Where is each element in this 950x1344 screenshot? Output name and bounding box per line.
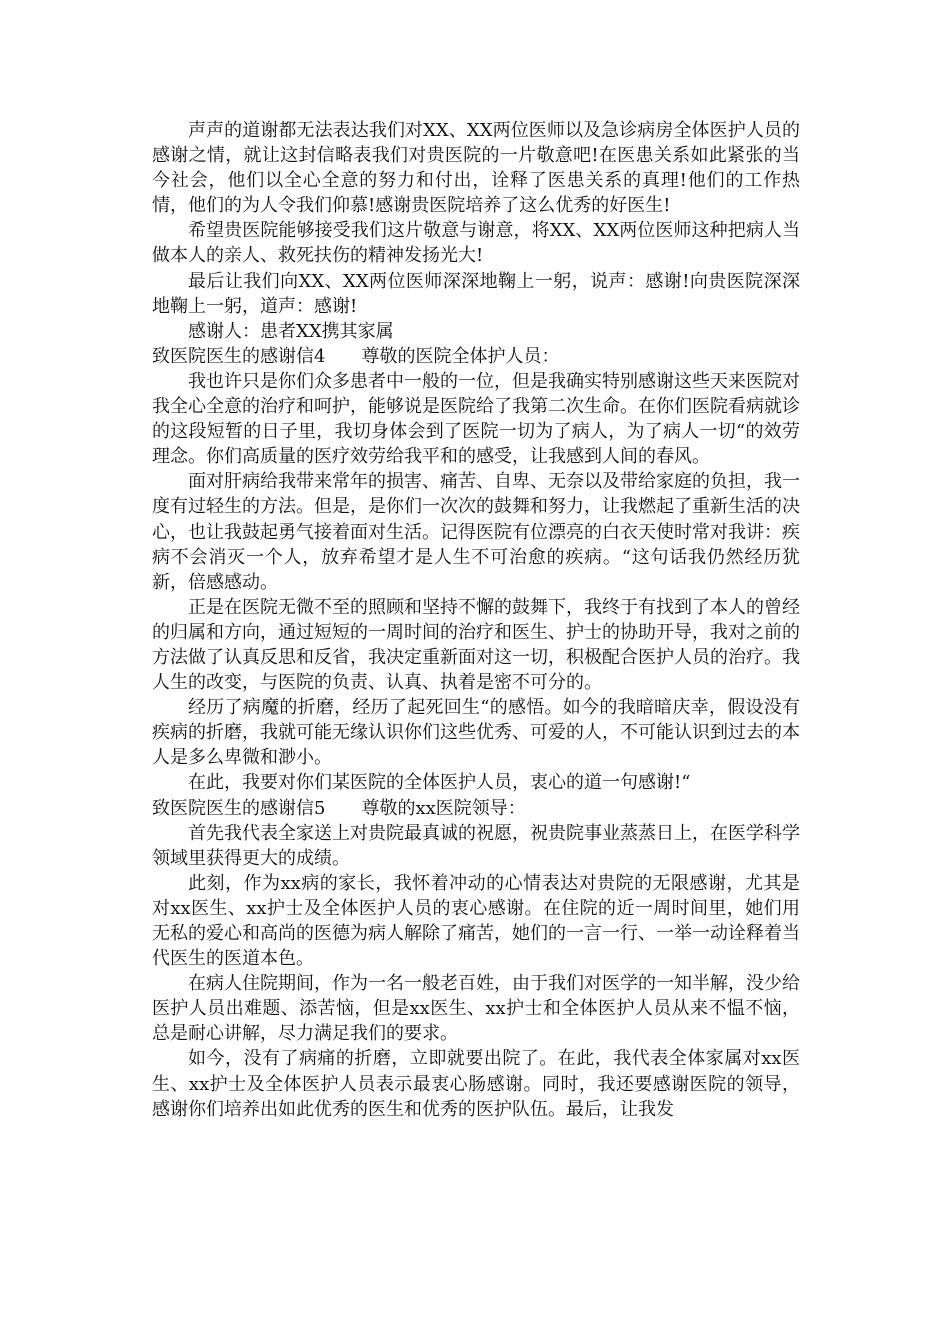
paragraph: 在此，我要对你们某医院的全体医护人员，衷心的道一句感谢!“ (188, 772, 691, 794)
paragraph: 希望贵医院能够接受我们这片敬意与谢意，将XX、XX两位医师这种把病人当做本人的亲人、救死扶伤的精神发扬光大! (152, 220, 800, 267)
paragraph: 此刻，作为xx病的家长，我怀着冲动的心情表达对贵院的无限感谢，尤其是对xx医生、xx护士及全体医护人员的衷心感谢。在住院的近一周时间里，她们用无私的爱心和高尚的医德为病人解除了痛苦，她们的一言一行、一举一动诠释着当代医生的医道本色。 (152, 872, 800, 970)
letter-salutation: 尊敬的xx医院领导： (361, 797, 526, 819)
paragraph: 正是在医院无微不至的照顾和坚持不懈的鼓舞下，我终于有找到了本人的曾经的归属和方向，通过短短的一周时间的治疗和医生、护士的协助开导，我对之前的方法做了认真反思和反省，我决定重新面对这一切，积极配合医护人员的治疗。我人生的改变，与医院的负责、认真、执着是密不可分的。 (152, 596, 800, 694)
paragraph: 如今，没有了病痛的折磨，立即就要出院了。在此，我代表全体家属对xx医生、xx护士及全体医护人员表示最衷心肠感谢。同时，我还要感谢医院的领导，感谢你们培养出如此优秀的医生和优秀的医护队伍。最后，让我发 (152, 1048, 800, 1120)
paragraph: 声声的道谢都无法表达我们对XX、XX两位医师以及急诊病房全体医护人员的感谢之情，就让这封信略表我们对贵医院的一片敬意吧!在医患关系如此紧张的当今社会，他们以全心全意的努力和付出，诠释了医患关系的真理!他们的工作热情，他们的为人令我们仰慕!感谢贵医院培养了这么优秀的好医生! (152, 120, 800, 217)
paragraph: 面对肝病给我带来常年的损害、痛苦、自卑、无奈以及带给家庭的负担，我一度有过轻生的方法。但是，是你们一次次的鼓舞和努力，让我燃起了重新生活的决心，也让我鼓起勇气接着面对生活。记得医院有位漂亮的白衣天使时常对我讲：疾病不会消灭一个人，放弃希望才是人生不可治愈的疾病。“这句话我仍然经历犹新，倍感感动。 (152, 471, 800, 593)
paragraph: 经历了病魔的折磨，经历了起死回生“的感悟。如今的我暗暗庆幸，假设没有疾病的折磨，我就可能无缘认识你们这些优秀、可爱的人，不可能认识到过去的本人是多么卑微和渺小。 (152, 697, 800, 769)
paragraph: 首先我代表全家送上对贵院最真诚的祝愿，祝贵院事业蒸蒸日上，在医学科学领域里获得更大的成绩。 (152, 822, 800, 869)
paragraph: 我也许只是你们众多患者中一般的一位，但是我确实特别感谢这些天来医院对我全心全意的治疗和呵护，能够说是医院给了我第二次生命。在你们医院看病就诊的这段短暂的日子里，我切身体会到了医院一切为了病人，为了病人一切“的效劳理念。你们高质量的医疗效劳给我平和的感受，让我感到人间的春风。 (152, 370, 800, 468)
letter-title: 致医院医生的感谢信5 (152, 797, 326, 819)
document-page (152, 118, 800, 1122)
signature-line: 感谢人：患者XX携其家属 (188, 320, 394, 342)
letter-salutation: 尊敬的医院全体护人员： (361, 345, 560, 367)
paragraph: 在病人住院期间，作为一名一般老百姓，由于我们对医学的一知半解，没少给医护人员出难题、添苦恼，但是xx医生、xx护士和全体医护人员从来不愠不恼，总是耐心讲解，尽力满足我们的要求。 (152, 973, 800, 1045)
letter-heading (152, 796, 800, 821)
letter-heading (152, 344, 800, 369)
paragraph: 最后让我们向XX、XX两位医师深深地鞠上一躬，说声：感谢!向贵医院深深地鞠上一躬，道声：感谢! (152, 270, 800, 317)
letter-title: 致医院医生的感谢信4 (152, 345, 326, 367)
